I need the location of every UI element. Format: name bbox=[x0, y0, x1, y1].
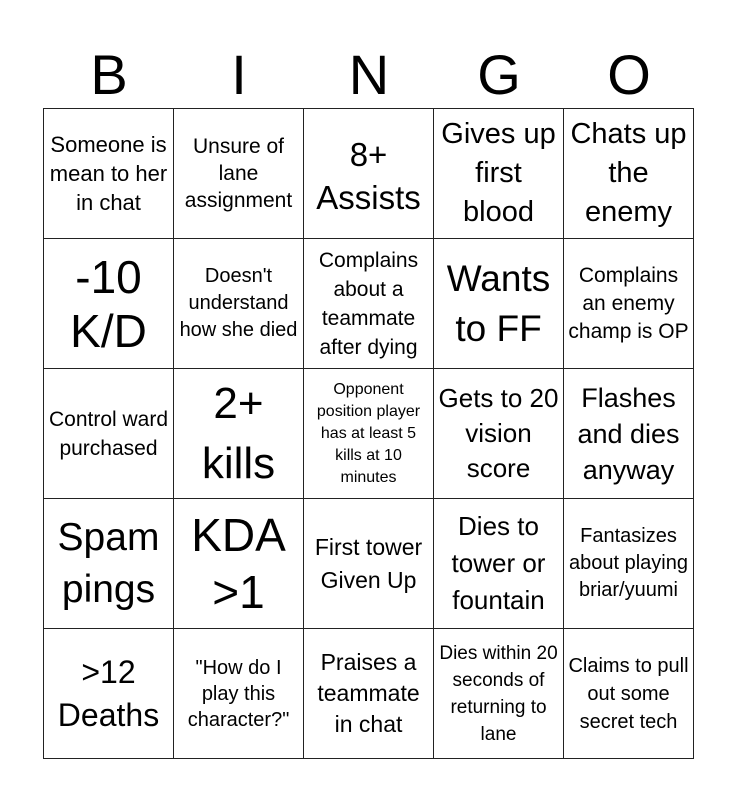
cell-text: Dies to tower or fountain bbox=[451, 511, 546, 615]
bingo-cell[interactable] bbox=[434, 239, 564, 369]
bingo-cell[interactable] bbox=[564, 499, 694, 629]
cell-text: Gets to 20 vision score bbox=[438, 383, 559, 483]
cell-text: >12 Deaths bbox=[57, 653, 160, 733]
bingo-cell[interactable] bbox=[44, 369, 174, 499]
bingo-cell[interactable] bbox=[174, 369, 304, 499]
bingo-cell[interactable] bbox=[44, 109, 174, 239]
bingo-header bbox=[44, 40, 694, 110]
cell-text: Flashes and dies anyway bbox=[577, 382, 680, 485]
bingo-board bbox=[43, 108, 694, 759]
header-letter-b: B bbox=[90, 43, 128, 106]
bingo-cell[interactable] bbox=[44, 499, 174, 629]
header-letter-g: G bbox=[477, 43, 521, 106]
cell-text: Unsure of lane assignment bbox=[184, 135, 293, 212]
bingo-cell[interactable] bbox=[434, 109, 564, 239]
header-letter-n: N bbox=[348, 43, 390, 106]
cell-text: -10 K/D bbox=[70, 250, 147, 357]
cell-text: Dies within 20 seconds of returning to lane bbox=[439, 642, 558, 745]
cell-text: Gives up first blood bbox=[441, 118, 556, 228]
cell-text: Claims to pull out some secret tech bbox=[568, 654, 689, 733]
cell-text: Complains about a teammate after dying bbox=[318, 248, 419, 359]
cell-text: Opponent position player has at least 5 kills at 10 minutes bbox=[316, 380, 421, 486]
bingo-cell[interactable] bbox=[44, 629, 174, 759]
bingo-cell[interactable] bbox=[434, 369, 564, 499]
bingo-cell[interactable] bbox=[564, 369, 694, 499]
cell-text: Doesn't understand how she died bbox=[179, 265, 298, 341]
cell-text: Complains an enemy champ is OP bbox=[568, 263, 689, 343]
bingo-cell[interactable] bbox=[174, 629, 304, 759]
cell-text: First tower Given Up bbox=[314, 533, 423, 593]
cell-text: 2+ kills bbox=[201, 378, 276, 488]
cell-text: Spam pings bbox=[57, 515, 160, 611]
header-letter-o: O bbox=[607, 43, 651, 106]
cell-text: KDA >1 bbox=[191, 508, 286, 618]
bingo-cell[interactable] bbox=[304, 629, 434, 759]
bingo-cell[interactable] bbox=[564, 239, 694, 369]
bingo-cell[interactable] bbox=[304, 239, 434, 369]
bingo-cell[interactable] bbox=[304, 369, 434, 499]
cell-text: Someone is mean to her in chat bbox=[49, 132, 168, 215]
bingo-cell[interactable] bbox=[434, 499, 564, 629]
cell-text: Fantasizes about playing briar/yuumi bbox=[569, 525, 688, 601]
bingo-cell[interactable] bbox=[174, 239, 304, 369]
cell-text: "How do I play this character?" bbox=[187, 656, 290, 731]
cell-text: Praises a teammate in chat bbox=[317, 649, 420, 737]
bingo-cell[interactable] bbox=[174, 499, 304, 629]
cell-text: Chats up the enemy bbox=[570, 118, 687, 228]
cell-text: Control ward purchased bbox=[48, 407, 169, 460]
cell-text: 8+ Assists bbox=[316, 135, 421, 216]
bingo-cell[interactable] bbox=[434, 629, 564, 759]
bingo-cell[interactable] bbox=[564, 629, 694, 759]
bingo-cell[interactable] bbox=[44, 239, 174, 369]
bingo-cell[interactable] bbox=[304, 499, 434, 629]
header-letter-i: I bbox=[231, 43, 247, 106]
cell-text: Wants to FF bbox=[446, 257, 551, 349]
bingo-cell[interactable] bbox=[304, 109, 434, 239]
bingo-cell[interactable] bbox=[174, 109, 304, 239]
bingo-cell[interactable] bbox=[564, 109, 694, 239]
